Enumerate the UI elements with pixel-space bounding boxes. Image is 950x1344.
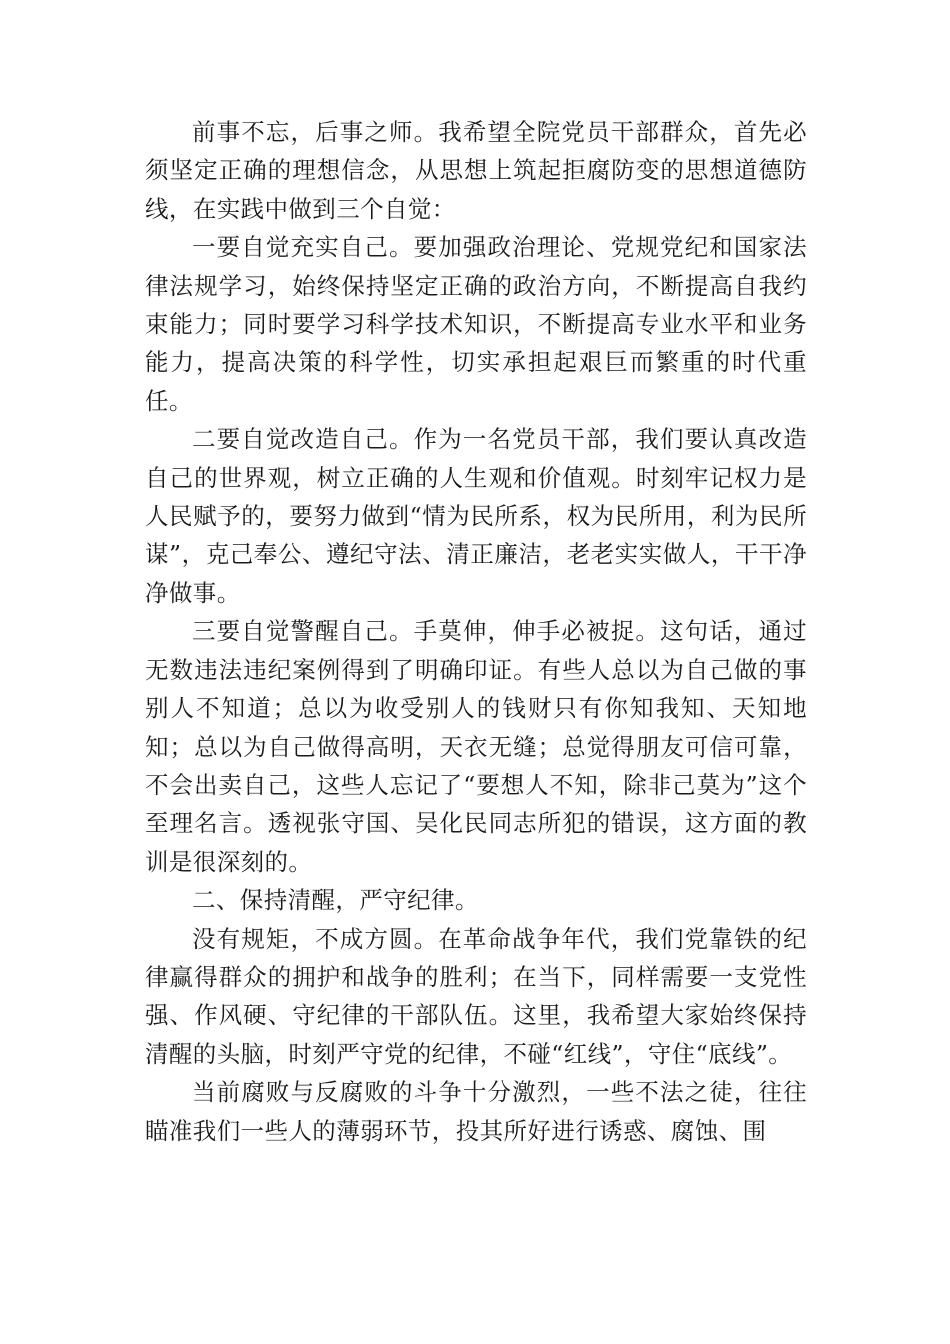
paragraph-self-enrich: 一要自觉充实自己。要加强政治理论、党规党纪和国家法律法规学习，始终保持坚定正确的政治方向，不断提高自我约束能力；同时要学习科学技术知识，不断提高专业水平和业务能力，提高决策的科学性，切实承担起艰巨而繁重的时代重任。 xyxy=(145,233,807,415)
paragraph-self-alert: 三要自觉警醒自己。手莫伸，伸手必被捉。这句话，通过无数违法违纪案例得到了明确印证。有些人总以为自己做的事别人不知道；总以为收受别人的钱财只有你知我知、天知地知；总以为自己做得高明，天衣无缝；总觉得朋友可信可靠，不会出卖自己，这些人忘记了“要想人不知，除非己莫为”这个至理名言。透视张守国、吴化民同志所犯的错误，这方面的教训是很深刻的。 xyxy=(145,617,807,876)
paragraph-discipline: 没有规矩，不成方圆。在革命战争年代，我们党靠铁的纪律赢得群众的拥护和战争的胜利；在当下，同样需要一支党性强、作风硬、守纪律的干部队伍。这里，我希望大家始终保持清醒的头脑，时刻严守党的纪律，不碰“红线”，守住“底线”。 xyxy=(145,924,807,1068)
document-body xyxy=(145,113,807,1150)
paragraph-self-reform: 二要自觉改造自己。作为一名党员干部，我们要认真改造自己的世界观，树立正确的人生观和价值观。时刻牢记权力是人民赋予的，要努力做到“情为民所系，权为民所用，利为民所谋”，克己奉公、遵纪守法、清正廉洁，老老实实做人，干干净净做事。 xyxy=(145,425,807,607)
section-heading: 二、保持清醒，严守纪律。 xyxy=(192,886,479,915)
paragraph-anti-corruption: 当前腐败与反腐败的斗争十分激烈，一些不法之徒，往往瞄准我们一些人的薄弱环节，投其所好进行诱惑、腐蚀、围 xyxy=(145,1078,807,1145)
paragraph-intro: 前事不忘，后事之师。我希望全院党员干部群众，首先必须坚定正确的理想信念，从思想上筑起拒腐防变的思想道德防线，在实践中做到三个自觉： xyxy=(145,118,807,223)
